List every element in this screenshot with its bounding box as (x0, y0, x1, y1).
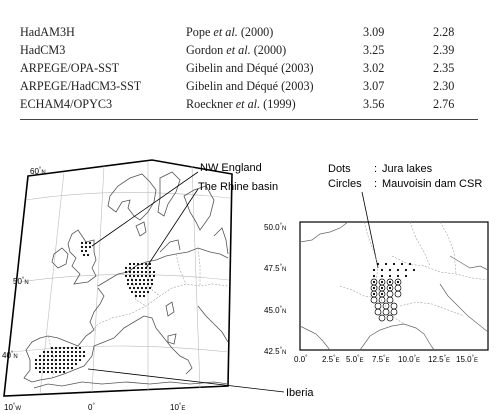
value-2: 2.28 (433, 25, 455, 39)
model-name: HadCM3 (20, 43, 66, 57)
lat-label-50-0: $50.0^\circ_N$ (264, 223, 287, 232)
lon-label-0: 0° (88, 403, 95, 412)
table-row (20, 60, 478, 76)
lat-label-50: $50^\circ_N$ (13, 277, 29, 286)
lon-label-10e: $10^\circ_E$ (170, 403, 186, 412)
table-bottom-rule (20, 119, 478, 120)
value-1: 3.07 (363, 79, 385, 93)
reference: Gibelin and Déqué (2003) (186, 61, 314, 75)
nw-england-label: NW England (200, 162, 262, 174)
value-2: 2.39 (433, 43, 455, 57)
lon-label-5-0: $5.0^\circ_E$ (346, 355, 364, 364)
reference: Gibelin and Déqué (2003) (186, 79, 314, 93)
value-1: 3.56 (363, 97, 385, 111)
value-1: 3.09 (363, 25, 385, 39)
value-1: 3.02 (363, 61, 385, 75)
left-map-frame (4, 160, 232, 396)
legend-dots: Dots : Jura lakes (328, 163, 433, 175)
legend-circles: Circles : Mauvoisin dam CSR (328, 178, 483, 190)
lon-label-12-5: $12.5^\circ_E$ (428, 355, 450, 364)
table-row (20, 78, 478, 94)
model-name: ARPEGE/HadCM3-SST (20, 79, 142, 93)
lon-label-15-0: $15.0^\circ_E$ (456, 355, 478, 364)
table-row (20, 96, 478, 112)
lon-label-2-5: $2.5^\circ_E$ (322, 355, 340, 364)
lat-label-45-0: $45.0^\circ_N$ (264, 306, 287, 315)
left-map (2, 160, 232, 412)
right-map-frame (300, 222, 488, 350)
study-area-maps (0, 156, 496, 414)
table-row (20, 42, 478, 58)
value-2: 2.30 (433, 79, 455, 93)
reference: Roeckner et al. (1999) (186, 97, 296, 111)
rhine-basin-label: The Rhine basin (198, 181, 279, 193)
value-2: 2.35 (433, 61, 455, 75)
lat-label-40: $40^\circ_N$ (2, 351, 18, 360)
lat-label-47-5: $47.5^\circ_N$ (264, 264, 287, 273)
reference: Pope et al. (2000) (186, 25, 274, 39)
iberia-label: Iberia (286, 387, 314, 399)
value-1: 3.25 (363, 43, 385, 57)
lat-label-60: $60^\circ_N$ (30, 167, 46, 176)
model-name: ECHAM4/OPYC3 (20, 97, 113, 111)
model-name: ARPEGE/OPA-SST (20, 61, 120, 75)
lon-label-10-0: $10.0^\circ_E$ (398, 355, 420, 364)
lon-label-0-0: 0.0° (294, 355, 308, 364)
model-name: HadAM3H (20, 25, 75, 39)
value-2: 2.76 (433, 97, 455, 111)
reference: Gordon et al. (2000) (186, 43, 287, 57)
lon-label-7-5: $7.5^\circ_E$ (372, 355, 390, 364)
right-map (264, 163, 488, 364)
lat-label-42-5: $42.5^\circ_N$ (264, 347, 287, 356)
lon-label-10w: $10^\circ_W$ (4, 403, 21, 412)
table-row (20, 24, 478, 40)
